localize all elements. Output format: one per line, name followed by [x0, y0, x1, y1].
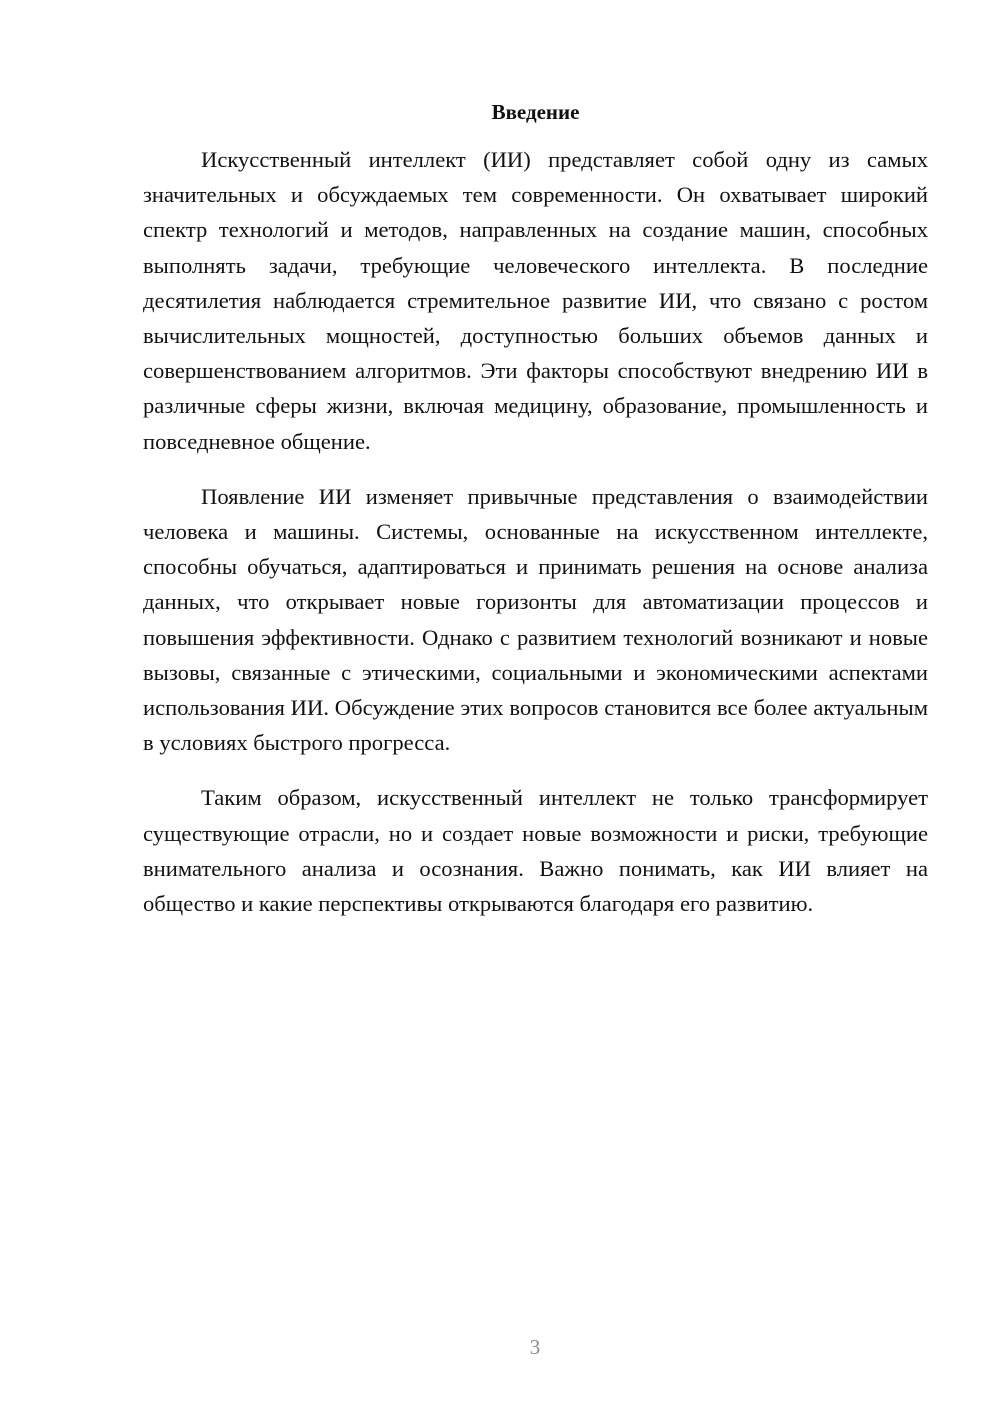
section-heading: Введение: [491, 100, 580, 124]
paragraph-1: Искусственный интеллект (ИИ) представляет собой одну из самых значительных и обсуждаемых тем современности. Он охватывает широкий спектр технологий и методов, направленных на создание машин, способных выполнять задачи, требующие человеческого интеллекта. В последние десятилетия наблюдается стремительное развитие ИИ, что связано с ростом вычислительных мощностей, доступностью больших объемов данных и совершенствованием алгоритмов. Эти факторы способствуют внедрению ИИ в различные сферы жизни, включая медицину, образование, промышленность и повседневное общение.: [143, 147, 928, 454]
page-number: 3: [529, 1335, 541, 1359]
body-text: [143, 142, 928, 941]
paragraph-3: Таким образом, искусственный интеллект не только трансформирует существующие отрасли, но и создает новые возможности и риски, требующие внимательного анализа и осознания. Важно понимать, как ИИ влияет на общество и какие перспективы открываются благодаря его развитию.: [143, 785, 928, 917]
paragraph-2: Появление ИИ изменяет привычные представления о взаимодействии человека и машины. Системы, основанные на искусственном интеллекте, способны обучаться, адаптироваться и принимать решения на основе анализа данных, что открывает новые горизонты для автоматизации процессов и повышения эффективности. Однако с развитием технологий возникают и новые вызовы, связанные с этическими, социальными и экономическими аспектами использования ИИ. Обсуждение этих вопросов становится все более актуальным в условиях быстрого прогресса.: [143, 483, 928, 756]
